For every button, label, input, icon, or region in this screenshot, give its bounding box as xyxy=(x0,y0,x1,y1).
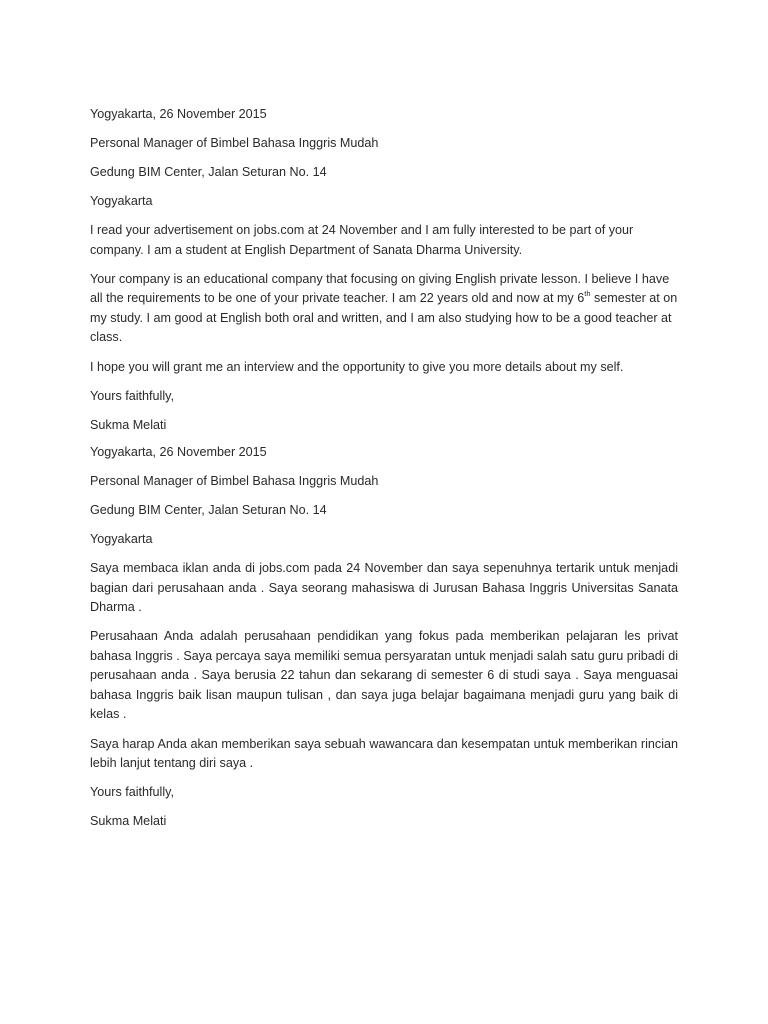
paragraph-2-text-start: Your company is an educational company that focusing on giving English private lesson. I believe I have all the requirements to be one of your private teacher. I am 22 years old and now at my 6 xyxy=(90,271,670,306)
paragraph-2-text-end: semester at on my study. I am good at English both oral and written, and I am also studying how to be a good teacher at class. xyxy=(90,291,678,345)
letter-paragraph-1: I read your advertisement on jobs.com at 24 November and I am fully interested to be part of your company. I am a student at English Department of Sanata Dharma University. xyxy=(90,223,634,257)
ordinal-suffix: th xyxy=(584,289,591,299)
letter-date: Yogyakarta, 26 November 2015 xyxy=(90,107,267,121)
letter-paragraph-1: Saya membaca iklan anda di jobs.com pada 24 November dan saya sepenuhnya tertarik untuk menjadi bagian dari perusahaan anda . Saya seorang mahasiswa di Jurusan Bahasa Inggris Universitas Sanata Dharma . xyxy=(90,561,678,615)
letter-signature: Sukma Melati xyxy=(90,417,167,432)
letter-paragraph-2: Perusahaan Anda adalah perusahaan pendidikan yang fokus pada memberikan pelajaran les privat bahasa Inggris . Saya percaya saya memiliki semua persyaratan untuk menjadi salah satu guru pribadi di perusahaan anda . Saya berusia 22 tahun dan sekarang di semester 6 di studi saya . Saya menguasai bahasa Inggris baik lisan maupun tulisan , dan saya juga belajar bagaimana menjadi guru yang baik di kelas . xyxy=(90,629,678,722)
letter-closing: Yours faithfully, xyxy=(90,388,175,403)
letter-closing: Yours faithfully, xyxy=(90,785,175,800)
letter-address: Gedung BIM Center, Jalan Seturan No. 14 xyxy=(90,165,327,180)
letter-english xyxy=(90,105,678,435)
letter-paragraph-3: I hope you will grant me an interview and the opportunity to give you more details about my self. xyxy=(90,359,624,374)
letter-paragraph-3: Saya harap Anda akan memberikan saya sebuah wawancara dan kesempatan untuk memberikan rincian lebih lanjut tentang diri saya . xyxy=(90,736,678,771)
letter-indonesian xyxy=(90,443,678,832)
letter-recipient: Personal Manager of Bimbel Bahasa Inggris Mudah xyxy=(90,136,379,151)
letter-recipient: Personal Manager of Bimbel Bahasa Inggris Mudah xyxy=(90,474,379,489)
letter-signature: Sukma Melati xyxy=(90,814,167,829)
letter-date: Yogyakarta, 26 November 2015 xyxy=(90,445,267,459)
letter-address: Gedung BIM Center, Jalan Seturan No. 14 xyxy=(90,503,327,518)
letter-city: Yogyakarta xyxy=(90,194,153,209)
letter-paragraph-2 xyxy=(90,270,678,348)
letter-city: Yogyakarta xyxy=(90,532,153,547)
